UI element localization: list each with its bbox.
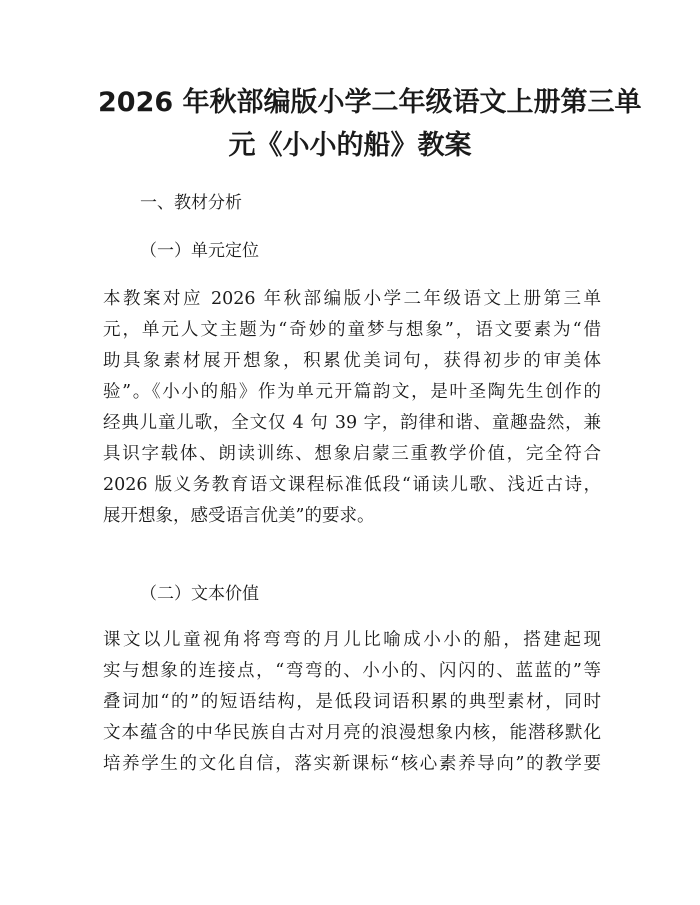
subsection-heading-unit-positioning: （一）单元定位: [140, 241, 259, 261]
document-title-line-2: 元《小小的船》教案: [228, 130, 472, 161]
paragraph-line: 课文以儿童视角将弯弯的月儿比喻成小小的船，搭建起现: [103, 630, 601, 650]
section-heading-materials-analysis: 一、教材分析: [140, 193, 242, 213]
paragraph-line: 助具象素材展开想象，积累优美词句，获得初步的审美体: [103, 351, 601, 371]
subsection-heading-text-value: （二）文本价值: [140, 584, 259, 604]
paragraph-line: 2026 版义务教育语文课程标准低段“诵读儿歌、浅近古诗，: [103, 475, 601, 495]
paragraph-line: 叠词加“的”的短语结构，是低段词语积累的典型素材，同时: [103, 692, 601, 712]
document-title-line-1: 2026 年秋部编版小学二年级语文上册第三单: [98, 87, 642, 118]
paragraph-line: 展开想象，感受语言优美”的要求。: [103, 506, 375, 526]
paragraph-text-value: [103, 625, 601, 780]
paragraph-line: 实与想象的连接点，“弯弯的、小小的、闪闪的、蓝蓝的”等: [103, 661, 601, 681]
paragraph-unit-positioning: [103, 284, 601, 532]
paragraph-line: 文本蕴含的中华民族自古对月亮的浪漫想象内核，能潜移默化: [103, 723, 601, 743]
paragraph-line: 验”。《小小的船》作为单元开篇韵文，是叶圣陶先生创作的: [103, 382, 601, 402]
paragraph-line: 元，单元人文主题为“奇妙的童梦与想象”，语文要素为“借: [103, 320, 601, 340]
paragraph-line: 具识字载体、朗读训练、想象启蒙三重教学价值，完全符合: [103, 444, 601, 464]
paragraph-line: 本教案对应 2026 年秋部编版小学二年级语文上册第三单: [103, 289, 601, 309]
paragraph-line: 经典儿童儿歌，全文仅 4 句 39 字，韵律和谐、童趣盎然，兼: [103, 413, 601, 433]
paragraph-line: 培养学生的文化自信，落实新课标“核心素养导向”的教学要: [103, 754, 601, 774]
